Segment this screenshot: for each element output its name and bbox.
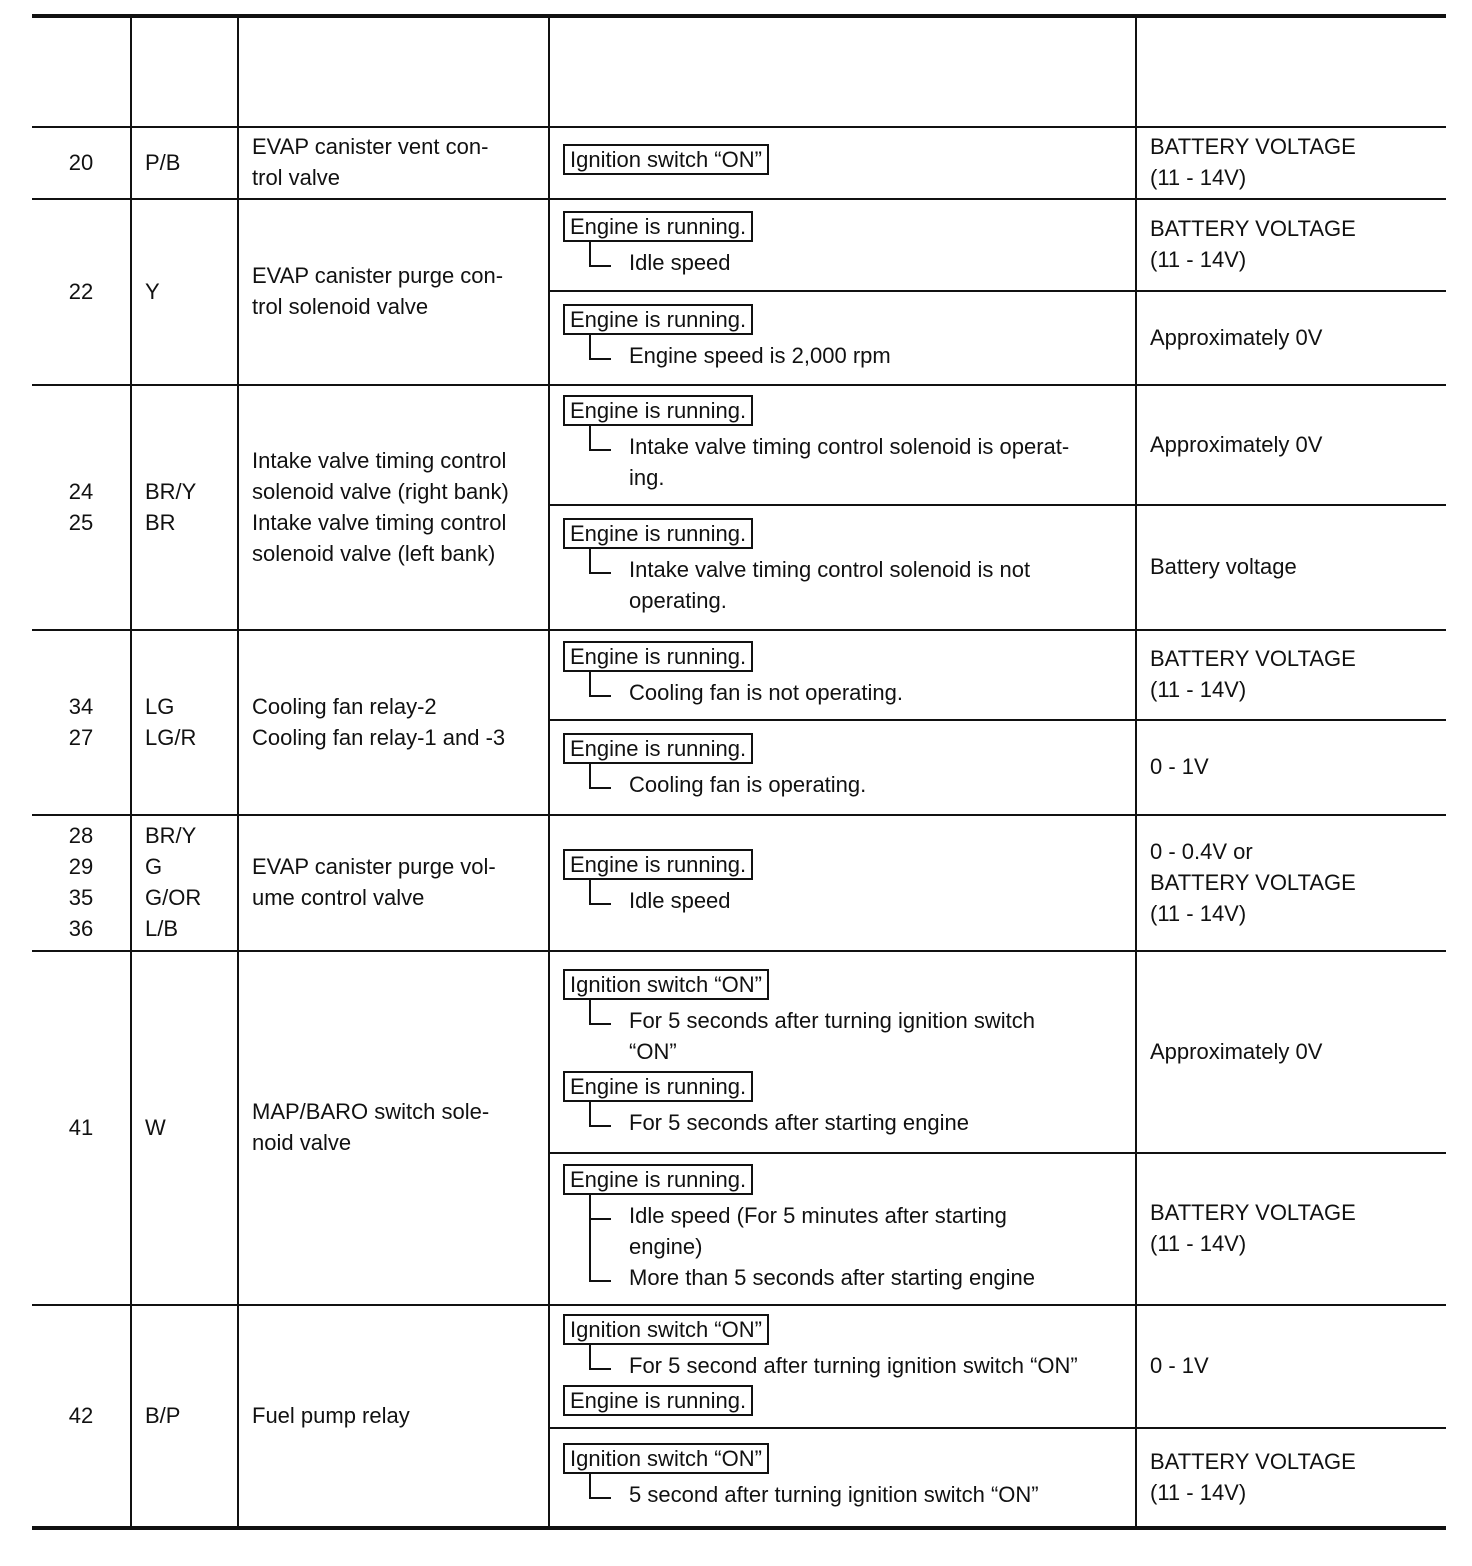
item-cell	[252, 126, 548, 198]
data-value: (11 - 14V)	[1150, 677, 1247, 702]
data-value: Approximately 0V	[1150, 324, 1323, 350]
data-value: 0 - 0.4V or	[1150, 838, 1253, 864]
data-cell	[1150, 384, 1446, 504]
header-item	[238, 16, 548, 126]
item-line: Cooling fan relay-1 and -3	[252, 724, 506, 750]
branch-tick	[589, 1218, 611, 1220]
item-cell	[252, 384, 548, 629]
data-value: Approximately 0V	[1150, 1038, 1323, 1064]
wire-color: LG	[145, 693, 175, 719]
item-cell	[252, 629, 548, 814]
data-value: Battery voltage	[1150, 554, 1297, 579]
branch-connector	[589, 670, 611, 697]
terminal-no: 24	[68, 478, 94, 504]
condition-detail: engine)	[629, 1233, 703, 1259]
condition-detail: 5 second after turning ignition switch “ON”	[629, 1482, 1039, 1507]
wire-color: Y	[145, 278, 160, 304]
condition-box: Engine is running.	[563, 518, 753, 549]
wire-color-cell	[145, 198, 237, 384]
condition-box: Engine is running.	[563, 733, 753, 764]
data-cell	[1150, 290, 1446, 384]
header-wire-color	[131, 16, 237, 126]
row-rule	[32, 1526, 1446, 1530]
item-line: Fuel pump relay	[252, 1402, 410, 1428]
data-value: BATTERY VOLTAGE	[1150, 134, 1356, 159]
data-cell	[1150, 950, 1446, 1152]
item-line: EVAP canister purge vol-	[252, 854, 496, 879]
branch-connector	[589, 240, 611, 267]
wire-color: G	[145, 854, 163, 879]
wire-color: B/P	[145, 1402, 181, 1428]
condition-detail: More than 5 seconds after starting engine	[629, 1264, 1036, 1290]
branch-connector	[589, 762, 611, 789]
terminal-no-cell	[32, 126, 130, 198]
condition-detail: operating.	[629, 587, 727, 613]
branch-connector	[589, 1472, 611, 1499]
terminal-no: 36	[68, 916, 94, 941]
item-line: trol solenoid valve	[252, 294, 429, 319]
condition-box: Ignition switch “ON”	[563, 144, 769, 175]
wire-color: L/B	[145, 916, 179, 941]
branch-connector	[589, 333, 611, 360]
terminal-no-cell	[32, 384, 130, 629]
wire-color: BR/Y	[145, 478, 197, 504]
terminal-no: 20	[68, 149, 94, 175]
item-line: Intake valve timing control	[252, 509, 507, 535]
item-cell	[252, 1304, 548, 1526]
data-value: (11 - 14V)	[1150, 1231, 1247, 1256]
wire-color: BR/Y	[145, 823, 197, 848]
terminal-no: 27	[68, 724, 94, 750]
data-cell	[1150, 814, 1446, 950]
branch-connector	[589, 998, 611, 1025]
terminal-no: 34	[68, 693, 94, 719]
data-value: BATTERY VOLTAGE	[1150, 869, 1356, 895]
column-divider	[1135, 14, 1137, 1526]
terminal-no: 25	[68, 509, 94, 535]
wire-color: LG/R	[145, 724, 197, 750]
data-value: (11 - 14V)	[1150, 1479, 1247, 1505]
condition-box: Ignition switch “ON”	[563, 1314, 769, 1345]
condition-detail: Cooling fan is operating.	[629, 772, 867, 797]
data-cell	[1150, 504, 1446, 629]
condition-detail: Cooling fan is not operating.	[629, 679, 903, 705]
terminal-data-table	[32, 14, 1446, 1530]
condition-box-secondary: Engine is running.	[563, 1385, 753, 1416]
wire-color-cell	[145, 814, 237, 950]
wire-color-cell	[145, 950, 237, 1304]
header-terminal-no	[32, 16, 130, 126]
item-line: solenoid valve (left bank)	[252, 540, 496, 566]
item-line: EVAP canister vent con-	[252, 134, 489, 159]
condition-box: Engine is running.	[563, 849, 753, 880]
terminal-no: 42	[68, 1402, 94, 1428]
condition-box: Ignition switch “ON”	[563, 1443, 769, 1474]
item-line: noid valve	[252, 1130, 352, 1155]
terminal-no-cell	[32, 629, 130, 814]
data-cell	[1150, 1304, 1446, 1427]
data-cell	[1150, 198, 1446, 290]
condition-detail: Intake valve timing control solenoid is not	[629, 556, 1031, 582]
column-divider	[548, 14, 550, 1526]
condition-box: Engine is running.	[563, 304, 753, 335]
terminal-no-cell	[32, 950, 130, 1304]
wire-color-cell	[145, 629, 237, 814]
data-value: BATTERY VOLTAGE	[1150, 1448, 1356, 1474]
condition-box: Engine is running.	[563, 1164, 753, 1195]
item-line: Cooling fan relay-2	[252, 693, 437, 719]
branch-connector	[589, 547, 611, 574]
data-value: BATTERY VOLTAGE	[1150, 1200, 1356, 1225]
column-divider	[130, 14, 132, 1526]
header-condition	[549, 16, 1135, 126]
item-cell	[252, 198, 548, 384]
condition-detail: Idle speed (For 5 minutes after starting	[629, 1202, 1007, 1228]
condition-box: Engine is running.	[563, 211, 753, 242]
branch-connector	[589, 424, 611, 451]
condition-detail: Engine speed is 2,000 rpm	[629, 342, 891, 368]
data-value: (11 - 14V)	[1150, 247, 1247, 272]
terminal-no: 22	[68, 278, 94, 304]
condition-box: Engine is running.	[563, 641, 753, 672]
data-value: 0 - 1V	[1150, 1353, 1209, 1378]
condition-detail: For 5 seconds after turning ignition switch	[629, 1007, 1035, 1033]
terminal-no: 41	[68, 1114, 94, 1140]
condition-detail: For 5 seconds after starting engine	[629, 1109, 969, 1135]
data-cell	[1150, 629, 1446, 719]
condition-detail: For 5 second after turning ignition switch “ON”	[629, 1353, 1078, 1378]
item-cell	[252, 950, 548, 1304]
item-line: MAP/BARO switch sole-	[252, 1099, 490, 1124]
data-value: (11 - 14V)	[1150, 165, 1247, 190]
terminal-no-cell	[32, 1304, 130, 1526]
data-cell	[1150, 1427, 1446, 1526]
terminal-no: 35	[68, 885, 94, 910]
data-value: 0 - 1V	[1150, 754, 1209, 779]
condition-detail: “ON”	[629, 1038, 677, 1064]
branch-connector	[589, 878, 611, 905]
condition-detail: Idle speed	[629, 887, 731, 913]
condition-detail: Idle speed	[629, 249, 731, 275]
wire-color: P/B	[145, 149, 181, 175]
wire-color: BR	[145, 509, 176, 535]
condition-box: Ignition switch “ON”	[563, 969, 769, 1000]
terminal-no-cell	[32, 814, 130, 950]
condition-detail: ing.	[629, 465, 665, 490]
terminal-no: 28	[68, 823, 94, 848]
condition-box: Engine is running.	[563, 395, 753, 426]
condition-box-secondary: Engine is running.	[563, 1071, 753, 1102]
data-value: BATTERY VOLTAGE	[1150, 646, 1356, 671]
wire-color: W	[145, 1114, 166, 1140]
item-line: EVAP canister purge con-	[252, 263, 504, 288]
branch-connector	[589, 1100, 611, 1127]
branch-connector	[589, 1193, 611, 1282]
terminal-no: 29	[68, 854, 94, 879]
terminal-no-cell	[32, 198, 130, 384]
item-line: trol valve	[252, 165, 341, 190]
data-cell	[1150, 126, 1446, 198]
header-data	[1136, 16, 1446, 126]
item-line: solenoid valve (right bank)	[252, 478, 509, 504]
item-cell	[252, 814, 548, 950]
wire-color-cell	[145, 126, 237, 198]
wire-color-cell	[145, 1304, 237, 1526]
data-cell	[1150, 719, 1446, 814]
branch-connector	[589, 1343, 611, 1370]
wire-color: G/OR	[145, 885, 202, 910]
data-value: BATTERY VOLTAGE	[1150, 216, 1356, 241]
item-line: Intake valve timing control	[252, 447, 507, 473]
data-value: (11 - 14V)	[1150, 900, 1247, 926]
data-cell	[1150, 1152, 1446, 1304]
condition-detail: Intake valve timing control solenoid is operat-	[629, 434, 1070, 459]
column-divider	[237, 14, 239, 1526]
data-value: Approximately 0V	[1150, 431, 1323, 457]
item-line: ume control valve	[252, 885, 425, 910]
wire-color-cell	[145, 384, 237, 629]
